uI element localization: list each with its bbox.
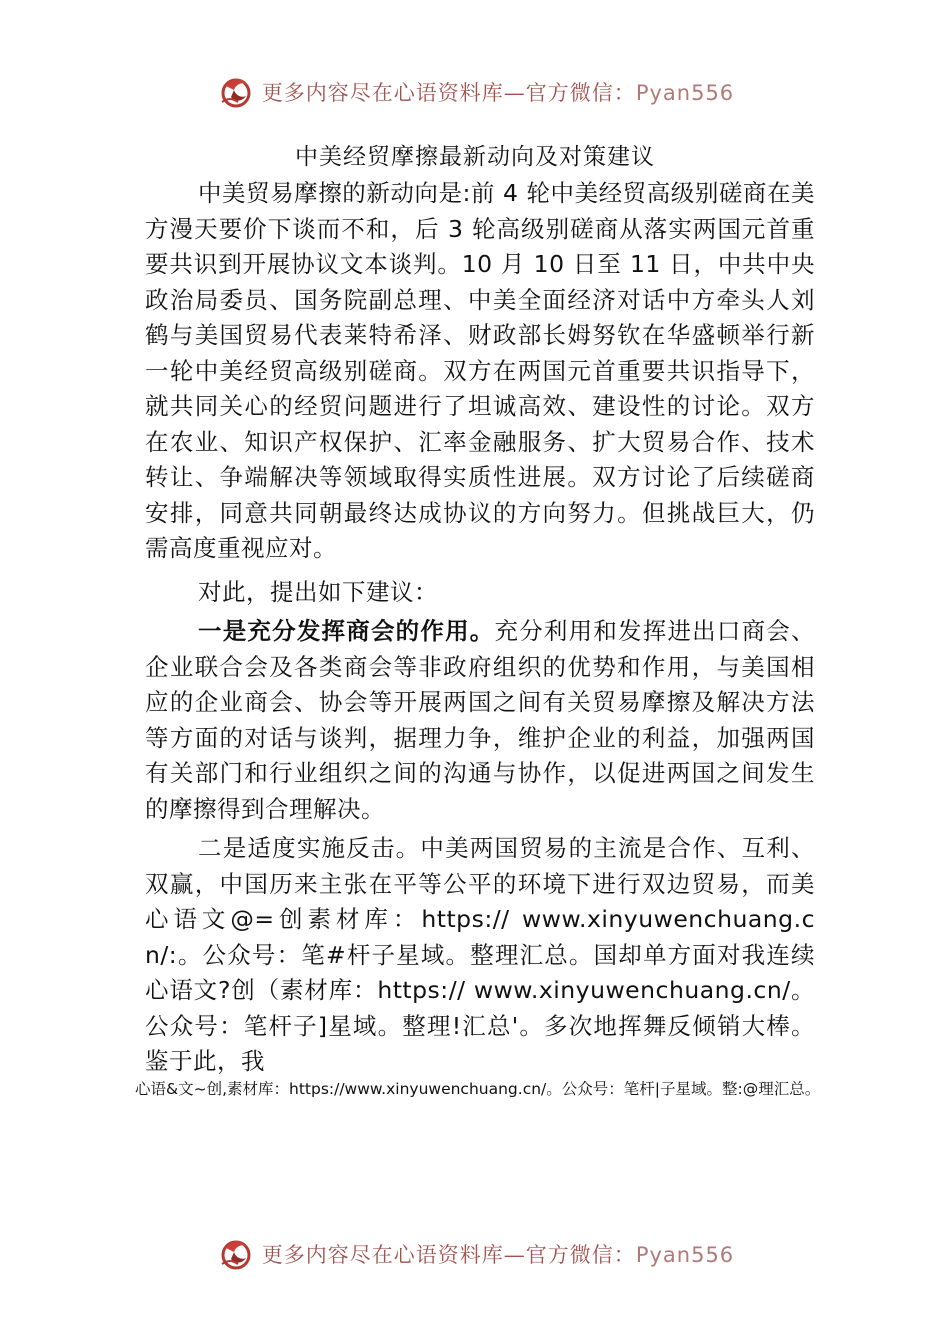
paragraph-suggestion-one [145, 614, 815, 827]
footer-slogan: 更多内容尽在心语资料库—官方微信：Pyan556 [261, 1243, 735, 1267]
header-banner [0, 70, 950, 114]
document-title: 中美经贸摩擦最新动向及对策建议 [295, 144, 655, 170]
suggestion-one-body: 充分利用和发挥进出口商会、企业联合会及各类商会等非政府组织的优势和作用，与美国相应的企业商会、协会等开展两国之间有关贸易摩擦及解决方法等方面的对话与谈判，据理力争，维护企业的利益，加强两国有关部门和行业组织之间的沟通与协作，以促进两国之间发生的摩擦得到合理解决。 [145, 617, 815, 823]
footer-banner [0, 1232, 950, 1276]
paragraph-suggestion-two: 二是适度实施反击。中美两国贸易的主流是合作、互利、双赢，中国历来主张在平等公平的环境下进行双边贸易，而美心语文@=创素材库：https:// www.xinyuwenchuang.cn/:。公众号：笔#杆子星域。整理汇总。国却单方面对我连续心语文?创（素材库：https:// www.xinyuwenchuang.cn/。公众号：笔杆子]星域。整理!汇总'。多次地挥舞反倾销大棒。鉴于此，我 [145, 834, 815, 1075]
document-body [145, 176, 815, 1080]
header-wechat-id: Pyan556 [635, 81, 735, 105]
footer-wechat-id: Pyan556 [635, 1243, 735, 1267]
flower-bird-logo-icon [216, 72, 256, 112]
paragraph-proposal-lead: 对此，提出如下建议： [198, 577, 438, 606]
header-slogan: 更多内容尽在心语资料库—官方微信：Pyan556 [261, 81, 735, 105]
paragraph-intro: 中美贸易摩擦的新动向是:前 4 轮中美经贸高级别磋商在美方漫天要价下谈而不和，后 3 轮高级别磋商从落实两国元首重要共识到开展协议文本谈判。10 月 10 日至 11 日，中共中央政治局委员、国务院副总理、中美全面经济对话中方牵头人刘鹤与美国贸易代表莱特希泽、财政部长姆努钦在华盛顿举行新一轮中美经贸高级别磋商。双方在两国元首重要共识指导下，就共同关心的经贸问题进行了坦诚高效、建设性的讨论。双方在农业、知识产权保护、汇率金融服务、扩大贸易合作、技术转让、争端解决等领域取得实质性进展。双方讨论了后续磋商安排，同意共同朝最终达成协议的方向努力。但挑战巨大，仍需高度重视应对。 [145, 179, 815, 562]
suggestion-one-heading: 一是充分发挥商会的作用。 [198, 617, 495, 645]
footnote-watermark-text: 心语&文~创,素材库：https://www.xinyuwenchuang.cn/。公众号：笔杆|子星域。整:@理汇总。 [135, 1080, 821, 1098]
flower-bird-logo-icon [216, 1234, 256, 1274]
